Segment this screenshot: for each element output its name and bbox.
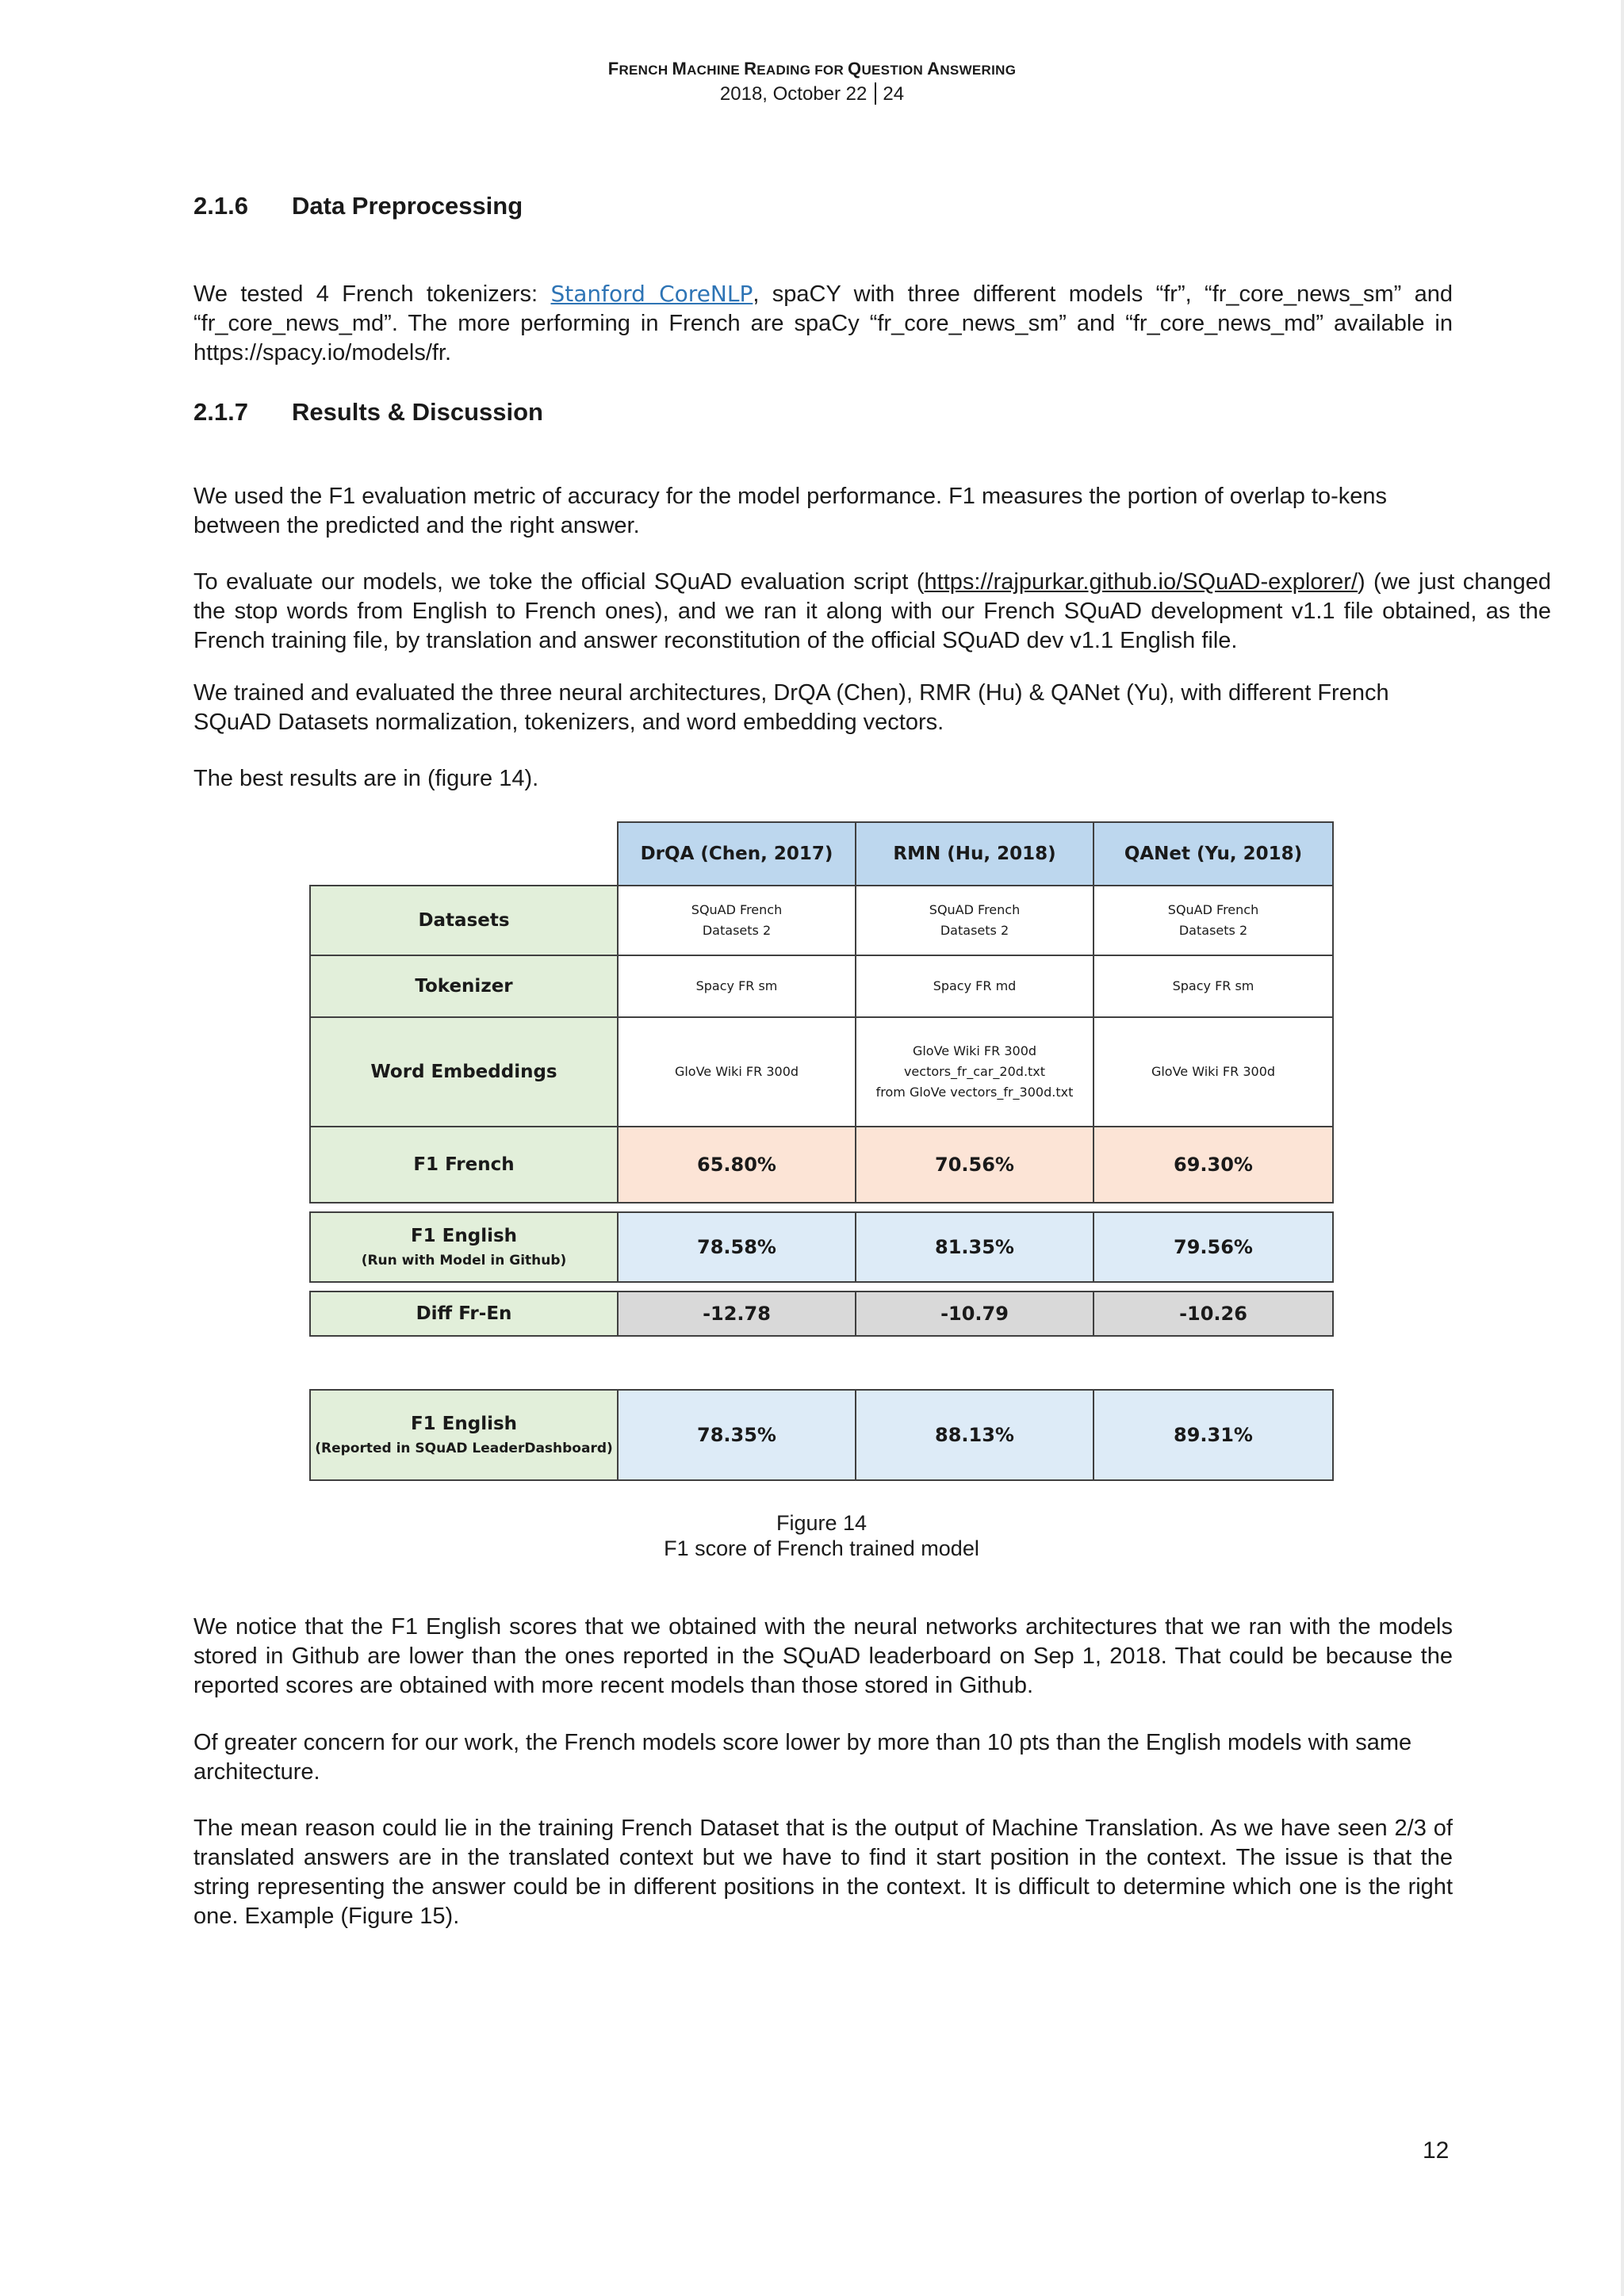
paragraph-evaluation: To evaluate our models, we toke the official SQuAD evaluation script (https://rajpurkar.github.io/SQuAD-explorer/) (we just changed the stop words from English to French ones), and we ran it along with our French SQuAD development v1.1 file obtained, as the French training file, by translation and answer reconstitution of the official SQuAD dev v1.1 English file. — [193, 569, 1551, 653]
table-cell: 78.35% — [617, 1389, 856, 1481]
figure-label: Figure 14 — [776, 1511, 868, 1535]
table-cell: -10.26 — [1093, 1291, 1334, 1337]
table-cell: GloVe Wiki FR 300d — [1093, 1016, 1334, 1127]
table-cell: GloVe Wiki FR 300d — [617, 1016, 856, 1127]
row-label-f1-english-github: F1 English (Run with Model in Github) — [309, 1211, 619, 1283]
row-label-tokenizer: Tokenizer — [309, 955, 619, 1018]
paragraph-best-results: The best results are in (figure 14). — [193, 766, 539, 791]
paragraph-architectures: We trained and evaluated the three neural architectures, DrQA (Chen), RMR (Hu) & QANet (Yu), with different French SQuAD Datasets normalization, tokenizers, and word embedding vectors. — [193, 680, 1389, 735]
squad-explorer-link[interactable]: https://rajpurkar.github.io/SQuAD-explorer/ — [924, 569, 1358, 595]
table-cell: Spacy FR sm — [1093, 955, 1334, 1018]
stanford-corenlp-link[interactable]: Stanford CoreNLP — [550, 281, 753, 307]
table-cell: GloVe Wiki FR 300d vectors_fr_car_20d.txt from GloVe vectors_fr_300d.txt — [855, 1016, 1094, 1127]
figure-caption: F1 score of French trained model — [664, 1536, 979, 1560]
paragraph-f1-english-comparison: We notice that the F1 English scores that we obtained with the neural networks architectures that we ran with the models stored in Github are lower than the ones reported in the SQuAD leaderboard on Sep 1, 2018. That could be because the reported scores are obtained with more recent models than those stored in Github. — [193, 1614, 1453, 1698]
table-cell: 70.56% — [855, 1126, 1094, 1203]
row-label-f1-english-reported: F1 English (Reported in SQuAD LeaderDashboard) — [309, 1389, 619, 1481]
col-header-rmn: RMN (Hu, 2018) — [855, 821, 1094, 886]
table-cell: -10.79 — [855, 1291, 1094, 1337]
table-cell: 79.56% — [1093, 1211, 1334, 1283]
table-cell: 88.13% — [855, 1389, 1094, 1481]
page-edge-divider — [1621, 0, 1624, 2296]
section-heading-2-1-7: 2.1.7 Results & Discussion — [193, 398, 543, 426]
paragraph-tokenizers: We tested 4 French tokenizers: Stanford CoreNLP, spaCY with three different models “fr”, “fr_core_news_sm” and “fr_core_news_md”. The more performing in French are spaCy “fr_core_news_sm” and “fr_core_news_md” available in https://spacy.io/models/fr. — [193, 281, 1454, 365]
table-cell: SQuAD French Datasets 2 — [855, 885, 1094, 956]
running-header-date — [0, 82, 1624, 105]
table-cell: -12.78 — [617, 1291, 856, 1337]
header-separator — [875, 82, 876, 105]
col-header-drqa: DrQA (Chen, 2017) — [617, 821, 856, 886]
table-cell: 81.35% — [855, 1211, 1094, 1283]
table-cell: 78.58% — [617, 1211, 856, 1283]
paragraph-reason: The mean reason could lie in the training French Dataset that is the output of Machine Translation. As we have seen 2/3 of translated answers are in the translated context but we have to find it start position in the context. The issue is that the string representing the answer could be in different positions in the context. It is difficult to determine which one is the right one. Example (Figure 15). — [193, 1816, 1453, 1929]
table-cell: Spacy FR md — [855, 955, 1094, 1018]
paragraph-concern: Of greater concern for our work, the French models score lower by more than 10 pts than the English models with same architecture. — [193, 1730, 1412, 1785]
row-label-datasets: Datasets — [309, 885, 619, 956]
table-cell: 65.80% — [617, 1126, 856, 1203]
col-header-qanet: QANet (Yu, 2018) — [1093, 821, 1334, 886]
page-number: 12 — [1423, 2137, 1450, 2164]
table-cell: SQuAD French Datasets 2 — [617, 885, 856, 956]
row-label-diff: Diff Fr-En — [309, 1291, 619, 1337]
table-cell: Spacy FR sm — [617, 955, 856, 1018]
row-label-f1-french: F1 French — [309, 1126, 619, 1203]
table-cell: 89.31% — [1093, 1389, 1334, 1481]
header-date: 2018, October 22 — [719, 83, 868, 105]
header-page-ref: 24 — [883, 83, 905, 105]
row-label-word-embeddings: Word Embeddings — [309, 1016, 619, 1127]
table-cell: 69.30% — [1093, 1126, 1334, 1203]
paragraph-f1-metric: We used the F1 evaluation metric of accuracy for the model performance. F1 measures the portion of overlap to-kens between the predicted and the right answer. — [193, 484, 1387, 538]
section-heading-2-1-6: 2.1.6 Data Preprocessing — [193, 192, 523, 220]
running-header-title: FRENCH MACHINE READING FOR QUESTION ANSWERING — [607, 59, 1017, 78]
table-cell: SQuAD French Datasets 2 — [1093, 885, 1334, 956]
